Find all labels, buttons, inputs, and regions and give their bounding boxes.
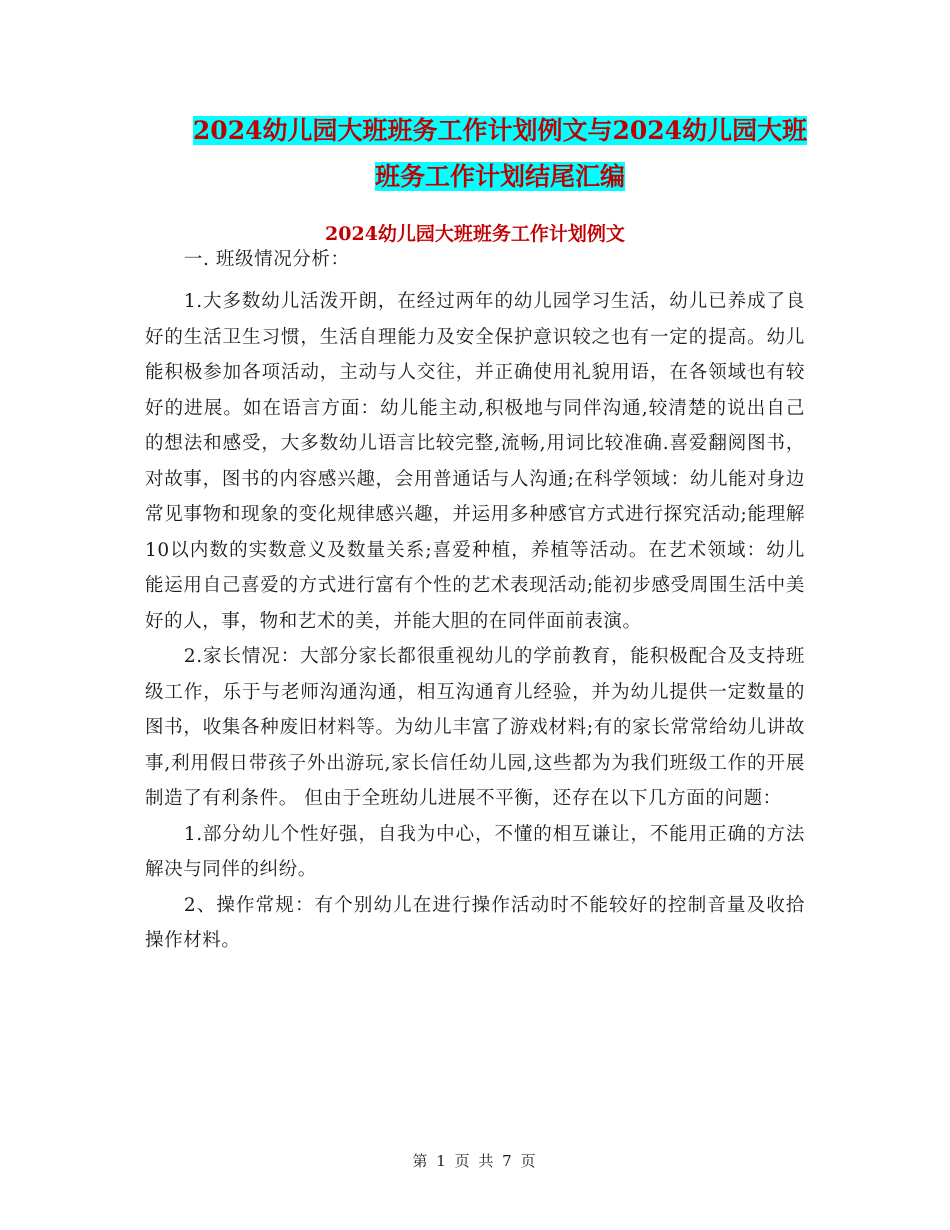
document-title-line-2: 班务工作计划结尾汇编 [374, 162, 625, 191]
paragraph: 2、操作常规：有个别幼儿在进行操作活动时不能较好的控制音量及收拾操作材料。 [145, 894, 805, 951]
paragraph: 2.家长情况：大部分家长都很重视幼儿的学前教育，能积极配合及支持班级工作，乐于与老师沟通沟通，相互沟通育儿经验，并为幼儿提供一定数量的图书，收集各种废旧材料等。为幼儿丰富了游戏材料;有的家长常常给幼儿讲故事,利用假日带孩子外出游玩,家长信任幼儿园,这些都为为我们班级工作的开展制造了有利条件。 但由于全班幼儿进展不平衡，还存在以下几方面的问题： [145, 646, 805, 809]
section-title: 2024幼儿园大班班务工作计划例文 [325, 223, 625, 245]
document-body [145, 246, 805, 959]
page-footer: 第 1 页 共 7 页 [412, 1152, 538, 1170]
document-title [150, 108, 850, 200]
paragraph: 1.大多数幼儿活泼开朗，在经过两年的幼儿园学习生活，幼儿已养成了良好的生活卫生习惯，生活自理能力及安全保护意识较之也有一定的提高。幼儿能积极参加各项活动，主动与人交往，并正确使用礼貌用语，在各领域也有较好的进展。如在语言方面：幼儿能主动,积极地与同伴沟通,较清楚的说出自己的想法和感受，大多数幼儿语言比较完整,流畅,用词比较准确.喜爱翻阅图书，对故事，图书的内容感兴趣，会用普通话与人沟通;在科学领域：幼儿能对身边常见事物和现象的变化规律感兴趣，并运用多种感官方式进行探究活动;能理解10以内数的实数意义及数量关系;喜爱种植，养植等活动。在艺术领域：幼儿能运用自己喜爱的方式进行富有个性的艺术表现活动;能初步感受周围生活中美好的人，事，物和艺术的美，并能大胆的在同伴面前表演。 [145, 291, 805, 632]
paragraph: 1.部分幼儿个性好强，自我为中心，不懂的相互谦让，不能用正确的方法解决与同伴的纠纷。 [145, 823, 805, 880]
paragraph-heading: 一. 班级情况分析： [183, 249, 350, 270]
document-title-line-1: 2024幼儿园大班班务工作计划例文与2024幼儿园大班 [192, 116, 808, 145]
